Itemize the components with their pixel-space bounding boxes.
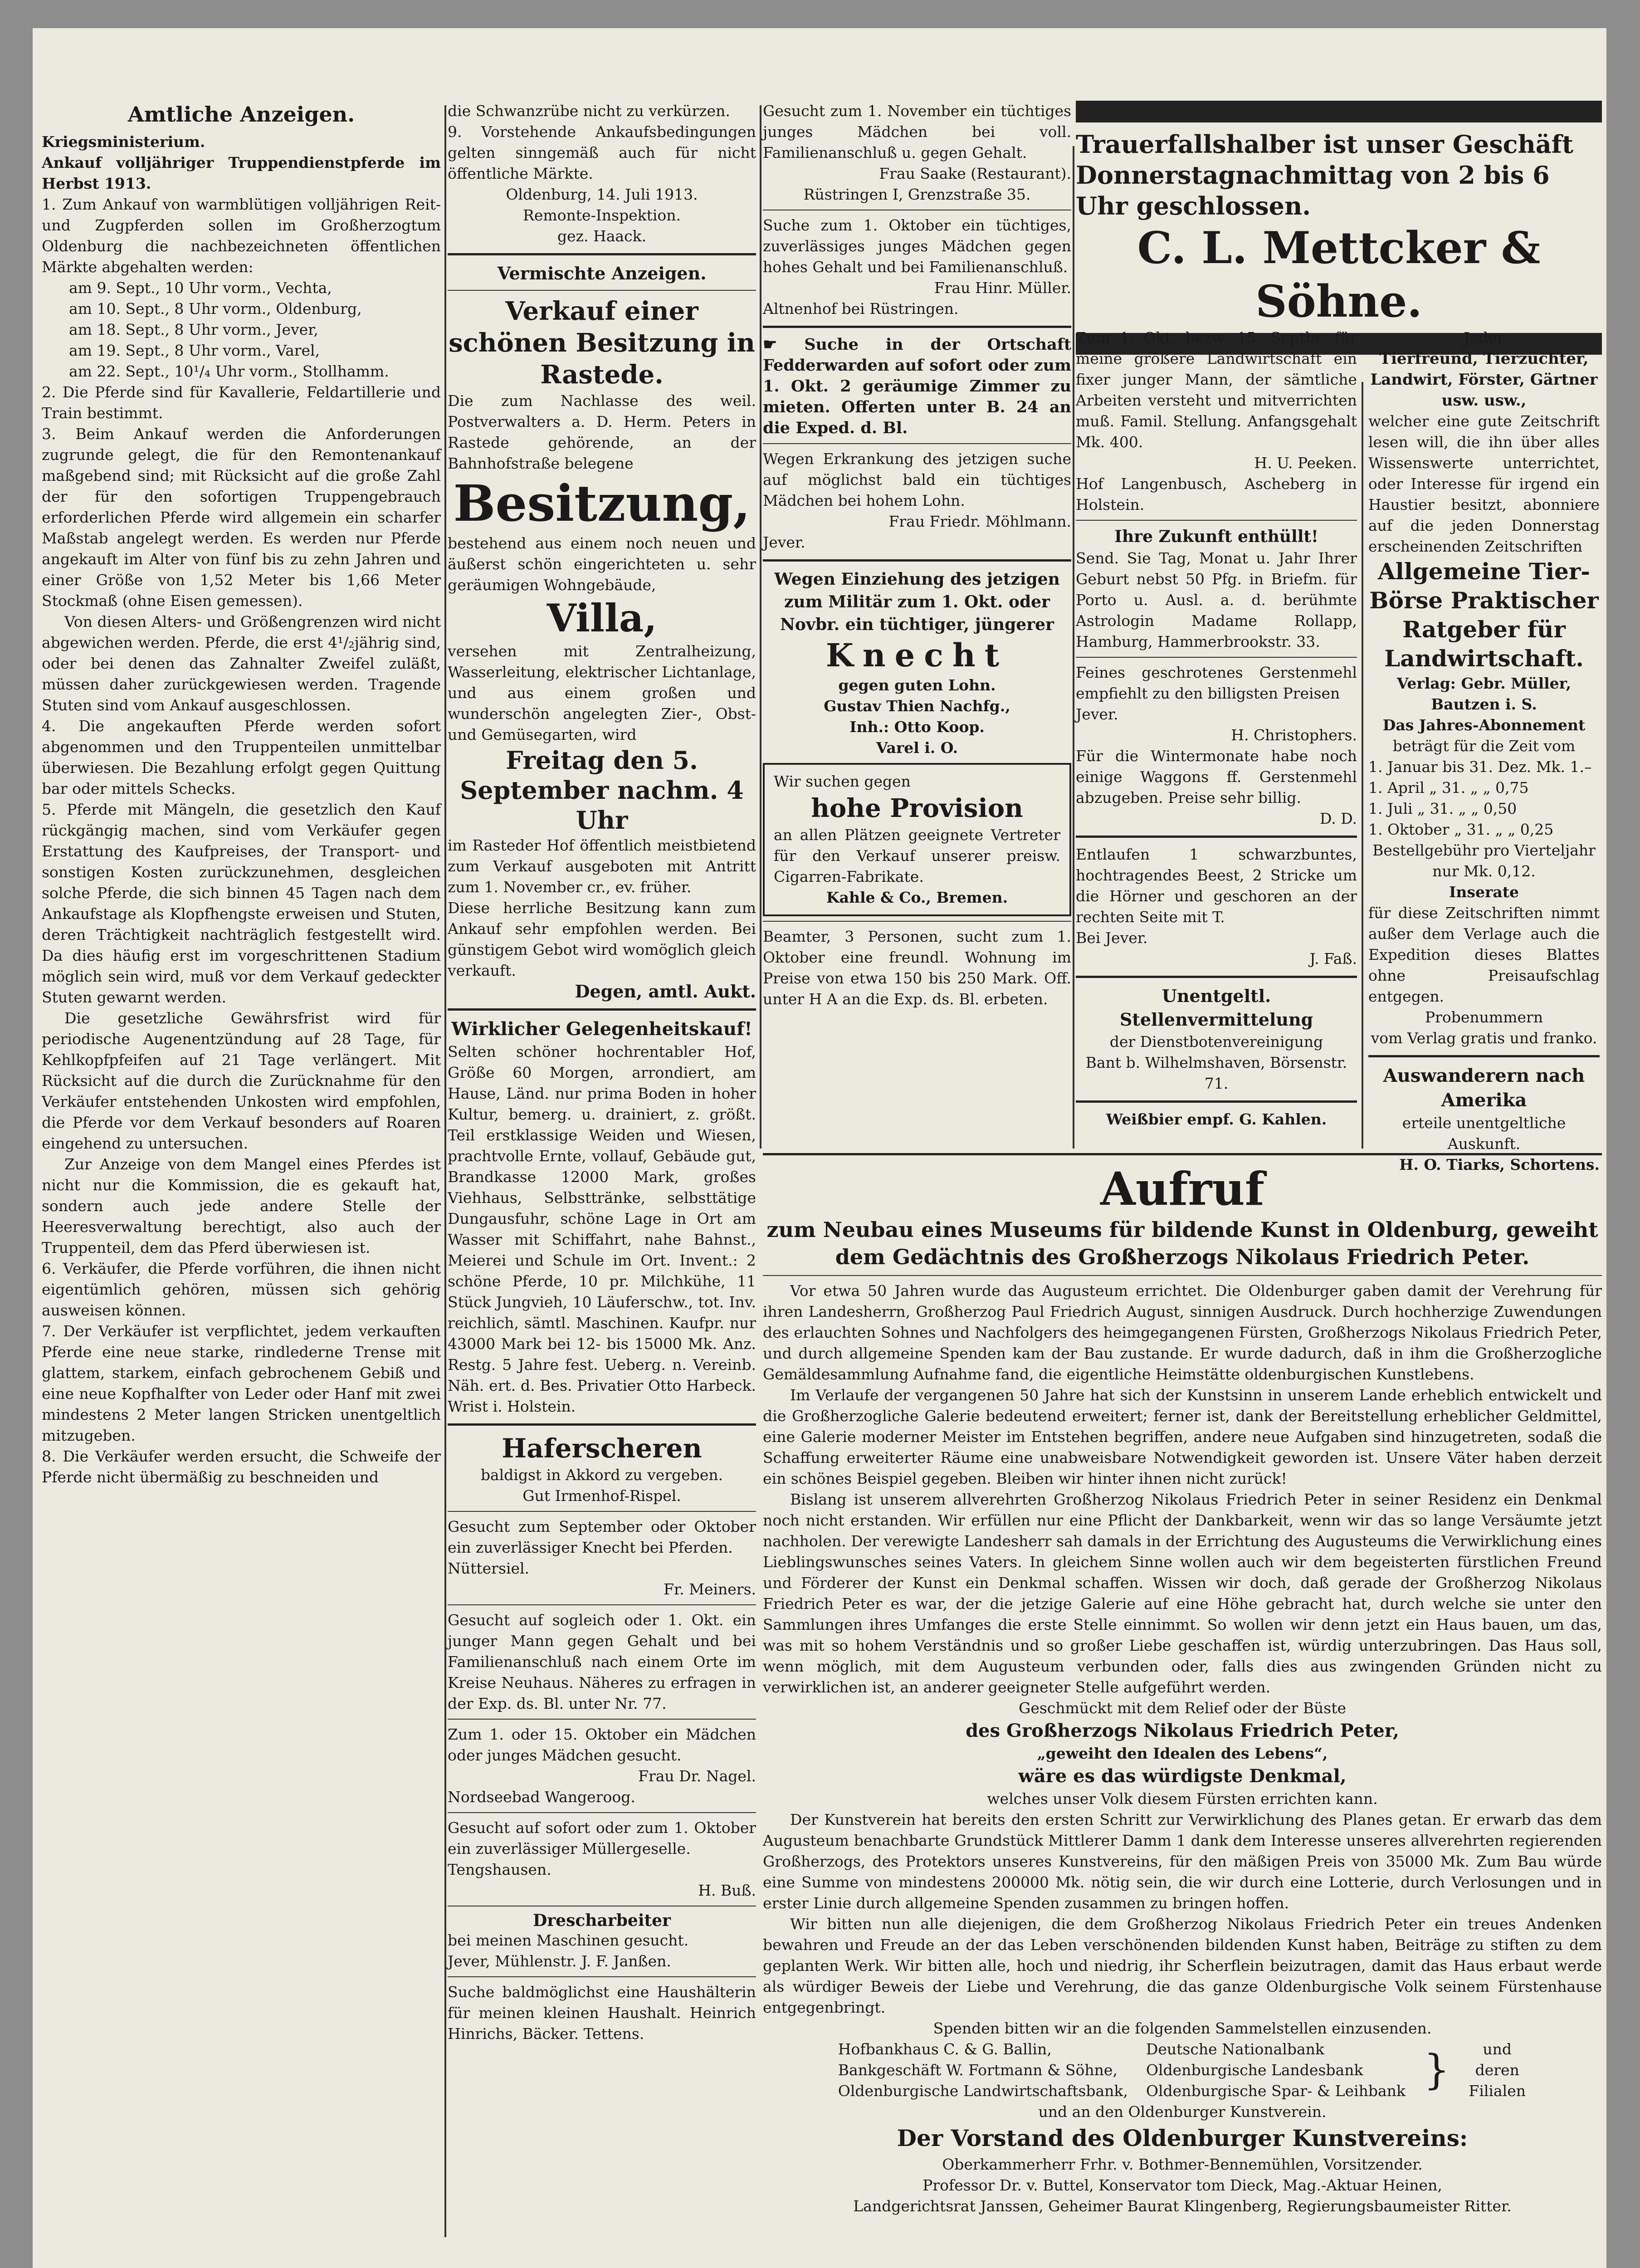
- ad-text: Suche baldmöglichst eine Haushälterin für meinen kleinen Haushalt. Heinrich Hinrichs, Bäcker. Tettens.: [448, 1983, 756, 2043]
- bank-name: Oldenburgische Spar- & Leihbank: [1146, 2082, 1406, 2100]
- divider: [763, 921, 1071, 922]
- section-heading: Amtliche Anzeigen.: [127, 102, 355, 127]
- ad-text: Gesucht zum September oder Oktober ein zuverlässiger Knecht bei Pferden.: [448, 1518, 756, 1556]
- bank-list-right: [1146, 2039, 1406, 2102]
- ad-text: Bestellgebühr pro Vierteljahr nur Mk. 0,12.: [1372, 841, 1596, 880]
- rate-row: 1. Juli „ 31. „ „ 0,50: [1368, 800, 1517, 817]
- bank-name: Deutsche Nationalbank: [1146, 2040, 1324, 2058]
- bank-name: Hofbankhaus C. & G. Ballin,: [838, 2040, 1052, 2058]
- divider: [448, 1976, 756, 1977]
- rate-row: 1. Oktober „ 31. „ „ 0,25: [1368, 821, 1554, 838]
- board-member: Professor Dr. v. Buttel, Konservator tom Dieck, Mag.-Aktuar Heinen,: [922, 2176, 1442, 2194]
- divider: [448, 1511, 756, 1512]
- divider: [1076, 976, 1357, 978]
- ad-text: der Dienstbotenvereinigung: [1109, 1033, 1323, 1051]
- ad-date: Freitag den 5. September nachm. 4 Uhr: [460, 746, 744, 835]
- ad-text: beträgt für die Zeit vom: [1392, 737, 1576, 755]
- ad-text: Wegen Einziehung des jetzigen zum Militär zum 1. Okt. oder Novbr. ein tüchtiger, jüngerer: [774, 570, 1060, 634]
- notice-item: 9. Vorstehende Ankaufsbedingungen gelten sinngemäß auch für nicht öffentliche Märkte.: [448, 123, 756, 182]
- ad-title: Verkauf einer schönen Besitzung in Rastede.: [449, 296, 755, 390]
- divider: [1076, 657, 1357, 658]
- ad-text: Feines geschrotenes Gerstenmehl empfiehlt zu den billigsten Preisen: [1076, 664, 1357, 702]
- ad-text: vom Verlag gratis und franko.: [1371, 1029, 1597, 1047]
- notice-item: Von diesen Alters- und Größengrenzen wird nicht abgewichen werden. Pferde, die erst 4¹/₂jährig sind, oder bei denen das Zahnalter Zweifel zuläßt, müssen daher zurückgewiesen werden. Tragende Stuten sind vom Ankauf ausgeschlossen.: [42, 613, 441, 714]
- ad-box: [763, 763, 1071, 916]
- column-rule: [1073, 146, 1074, 1149]
- ad-text: Inserate: [1449, 883, 1519, 901]
- ad-place: Hof Langenbusch, Ascheberg in Holstein.: [1076, 475, 1357, 513]
- divider: [448, 290, 756, 291]
- ad-big-word: hohe Provision: [811, 793, 1023, 823]
- market-dates: [42, 278, 441, 382]
- ad-place: Altnenhof bei Rüstringen.: [763, 300, 959, 318]
- divider: [763, 1153, 1602, 1155]
- notice-item: 3. Beim Ankauf werden die Anforderungen zugrunde gelegt, die für den Remontenankauf maßgebend sind; mit Rücksicht auf die große Zahl der für den sofortigen Truppengebrauch erforderlichen Pferde wird allgemein ein scharfer Maßstab angelegt werden. Es werden nur Pferde angekauft im Alter von fünf bis zu zehn Jahren und einer Größe von 1,52 Meter bis 1,66 Meter Stockmaß (ohne Eisen gemessen).: [42, 425, 441, 610]
- column-right: [1076, 101, 1602, 1173]
- bank-name: Oldenburgische Landesbank: [1146, 2061, 1363, 2079]
- divider: [1076, 520, 1357, 521]
- ad-text: Diese herrliche Besitzung kann zum Ankauf sehr empfohlen werden. Bei günstigem Gebot wird womöglich gleich verkauft.: [448, 899, 756, 979]
- mourning-bar: [1076, 101, 1602, 122]
- ad-text: Entlaufen 1 schwarzbuntes, hochtragendes Beest, 2 Stricke um die Hörner und geschoren an der rechten Seite mit T.: [1076, 846, 1357, 926]
- divider: [763, 1275, 1602, 1276]
- banner-notice: Trauerfallshalber ist unser Geschäft Donnerstagnachmittag von 2 bis 6 Uhr geschlossen.: [1076, 130, 1573, 220]
- ad-text: ☛ Suche in der Ortschaft Fedderwarden auf sofort oder zum 1. Okt. 2 geräumige Zimmer zu mieten. Offerten unter B. 24 an die Exped. d. Bl.: [763, 335, 1071, 437]
- column-rule: [760, 105, 761, 1149]
- ad-text: Suche zum 1. Oktober ein tüchtiges, zuverlässiges junges Mädchen gegen hohes Gehalt und bei Familienanschluß.: [763, 216, 1071, 276]
- divider: [448, 1423, 756, 1426]
- ad-text: Send. Sie Tag, Monat u. Jahr Ihrer Geburt nebst 50 Pfg. in Briefm. für Porto u. Ausl. a. d. berühmte Astrologin Madame Rollapp, Hamburg, Hammerbrookstr. 33.: [1076, 549, 1357, 650]
- ad-text: Für die Wintermonate habe noch einige Waggons ff. Gerstenmehl abzugeben. Preise sehr billig.: [1076, 747, 1357, 807]
- ad-text: Wegen Erkrankung des jetzigen suche auf möglichst bald ein tüchtiges Mädchen bei hohem Lohn.: [763, 450, 1071, 509]
- notice-item: 6. Verkäufer, die Pferde vorführen, die ihnen nicht eigentümlich gehören, müssen sich gehörig ausweisen können.: [42, 1260, 441, 1319]
- market-date: am 18. Sept., 8 Uhr vorm., Jever,: [69, 321, 318, 338]
- aufruf-dedication: „geweiht den Idealen des Lebens“,: [1037, 1745, 1328, 1762]
- bank-note: und deren Filialen: [1469, 2040, 1526, 2100]
- subcolumn-ads: [1076, 327, 1357, 1130]
- ad-text: Beamter, 3 Personen, sucht zum 1. Oktober eine freundl. Wohnung im Preise von etwa 150 bis 250 Mark. Off. unter H A an die Exp. ds. Bl. erbeten.: [763, 928, 1071, 1008]
- ad-signature: Degen, amtl. Aukt.: [575, 981, 756, 1002]
- bank-list-left: [838, 2039, 1128, 2102]
- aufruf-block: [763, 1153, 1602, 2268]
- board-member: Landgerichtsrat Janssen, Geheimer Baurat Klingenberg, Regierungsbaumeister Ritter.: [853, 2197, 1512, 2215]
- ad-text: gegen guten Lohn.: [838, 676, 996, 694]
- ad-text: welcher eine gute Zeitschrift lesen will, die ihn über alles Wissenswerte unterrichtet, oder Interesse für irgend ein Haustier besitzt, abonniere auf die jeden Donnerstag erscheinenden Zeitschriften: [1368, 412, 1600, 555]
- aufruf-paragraph: Wir bitten nun alle diejenigen, die dem Großherzog Nikolaus Friedrich Peter ein treues Andenken bewahren und Freude an der das Leben verschönenden bildenden Kunst haben, Beiträge zu stiften zu dem geplanten Werk. Wir bitten alle, hoch und niedrig, ihr Scherflein beizutragen, damit das Haus erbaut werde als würdiger Beweis der Liebe und Verehrung, die das ganze Oldenburgische Volk seinem Fürstenhause entgegenbringt.: [763, 1915, 1602, 2016]
- market-date: am 22. Sept., 10¹/₄ Uhr vorm., Stollhamm.: [69, 362, 389, 380]
- ad-place: Varel i. O.: [876, 739, 958, 757]
- ad-big-word: Knecht: [825, 636, 1009, 674]
- ad-text: bei meinen Maschinen gesucht.: [448, 1931, 689, 1949]
- ad-signature: D. D.: [1319, 810, 1357, 827]
- ad-text: Selten schöner hochrentabler Hof, Größe 60 Morgen, arrondiert, am Hause, Länd. nur prima Boden in hoher Kultur, bemerg. u. drainiert, z. größt. Teil erstklassige Weiden und Wiesen, prachtvolle Ernte, vollauf, Gebäude gut, Brandkasse 12000 Mark, großes Viehhaus, Selbsttränke, selbsttätige Dungausfuhr, schöne Lage in Ort am Wasser mit Schiffahrt, nahe Bahnst., Meierei und Schule im Ort. Invent.: 2 schöne Pferde, 10 pr. Milchkühe, 11 Stück Jungvieh, 10 Läuferschw., tot. Inv. reichlich, sämtl. Maschinen. Kaufpr. nur 43000 Mark bei 12- bis 15000 Mk. Anz. Restg. 5 Jahre fest. Ueberg. n. Vereinb. Näh. ert. d. Bes. Privatier Otto Harbeck. Wrist i. Holstein.: [448, 1043, 756, 1415]
- divider: [763, 559, 1071, 562]
- aufruf-board: Der Vorstand des Oldenburger Kunstvereins:: [897, 2125, 1468, 2151]
- ad-signature: H. U. Peeken.: [1254, 454, 1357, 472]
- ad-big-word: Villa,: [547, 596, 657, 640]
- ad-signature: Fr. Meiners.: [664, 1580, 756, 1598]
- ad-text: versehen mit Zentralheizung, Wasserleitung, elektrischer Lichtanlage, und aus einem großen und wunderschön angelegten Zier-, Obst- und Gemüsegarten, wird: [448, 642, 756, 743]
- rate-row: 1. April „ 31. „ „ 0,75: [1368, 779, 1529, 797]
- ad-title: Auswanderern nach Amerika: [1383, 1065, 1585, 1111]
- ministry: Kriegsministerium.: [42, 133, 205, 151]
- divider: [763, 326, 1071, 328]
- ad-place: Bant b. Wilhelmshaven, Börsenstr. 71.: [1085, 1054, 1347, 1092]
- ad-text: Tierfreund, Tierzüchter, Landwirt, Förster, Gärtner usw. usw.,: [1370, 350, 1598, 410]
- ad-text: Wir suchen gegen: [774, 772, 911, 790]
- ad-big-word: Besitzung,: [453, 474, 751, 533]
- subcolumn-tierboerse: [1368, 327, 1600, 1175]
- ad-place: Gut Irmenhof-Rispel.: [522, 1487, 681, 1505]
- notice-item: Die gesetzliche Gewährsfrist wird für periodische Augenentzündung auf 28 Tage, für Kehlkopfpfeifen auf 21 Tage verlängert. Mit Rücksicht auf die durch die Zurücknahme für den Verkäufer entstehenden Unkosten wird empfohlen, die Pferde vor dem Verkauf besonders auf Roaren eingehend zu untersuchen.: [42, 1009, 441, 1152]
- ad-signature: Frau Dr. Nagel.: [638, 1767, 756, 1785]
- ad-text: Zum 1. oder 15. Oktober ein Mädchen oder junges Mädchen gesucht.: [448, 1725, 756, 1764]
- divider: [448, 1008, 756, 1011]
- ad-title: Unentgeltl. Stellenvermittelung: [1119, 986, 1313, 1030]
- notice-item: 1. Zum Ankauf von warmblütigen volljährigen Reit- und Zugpferden sollen im Großherzogtum Oldenburg die nachbezeichneten öffentlichen Märkte abgehalten werden:: [42, 196, 441, 276]
- ad-text: Zum 1. Okt. bezw. 15. Septbr. für meine größere Landwirtschaft ein fixer junger Mann, der sämtliche Arbeiten versteht und mitverrichten muß. Famil. Stellung. Anfangsgehalt Mk. 400.: [1076, 329, 1357, 451]
- ad-signature: Inh.: Otto Koop.: [849, 718, 985, 736]
- aufruf-paragraph: Der Kunstverein hat bereits den ersten Schritt zur Verwirklichung des Planes getan. Er erwarb das dem Augusteum benachbarte Grundstück Mittlerer Damm 1 dank dem Interesse unseres allverehrten regierenden Großherzogs, des Protektors unseres Kunstvereins, für den mäßigen Preis von 35000 Mk. Zum Bau würde eine Summe von mindestens 200000 Mk. nötig sein, die wir durch eine Lotterie, durch Verlosungen und in erster Linie durch allgemeine Spenden zusammen zu bringen hoffen.: [763, 1811, 1602, 1912]
- divider: [448, 1604, 756, 1605]
- aufruf-paragraph: Bislang ist unserem allverehrten Großherzog Nikolaus Friedrich Peter in seiner Residenz ein Denkmal noch nicht erstanden. Wir erfüllen nur eine Pflicht der Dankbarkeit, wenn wir das so lange Versäumte jetzt nachholen. Der verewigte Landesherr sah damals in der Errichtung des Augusteums die Verwirklichung eines Lieblingswunsches seines Vaters. In gleichem Sinne wollen auch wir dem begeisterten fürstlichen Freund und Förderer der Kunst ein Denkmal schaffen. Wissen wir doch, daß gerade der Großherzog Nikolaus Friedrich Peter es war, der die jetzige Galerie auf eine Höhe gebracht hat, durch welche sie unter den Sammlungen ihres Umfanges die erste Stelle einnimmt. So wollen wir denn jetzt ein Haus bauen, um das, was mit so hohem Verständnis und so großer Liebe geschaffen ist, würdig unterzubringen. Das Haus soll, wenn möglich, mit dem Augusteum verbunden oder, falls dies aus zwingenden Gründen nicht zu verwirklichen ist, an anderer geeigneter Stelle aufgeführt werden.: [763, 1491, 1602, 1696]
- ad-text: erteile unentgeltliche Auskunft.: [1402, 1114, 1566, 1153]
- ad-place: Jever.: [763, 533, 805, 551]
- ad-signature: H. Christophers.: [1231, 726, 1357, 744]
- notice-item: Zur Anzeige von dem Mangel eines Pferdes ist nicht nur die Kommission, die es gekauft hat, sondern auch jede andere Stelle der Heeresverwaltung berechtigt, also auch der Truppenteil, dem das Pferd überwiesen ist.: [42, 1155, 441, 1256]
- ad-signature: Jever, Mühlenstr. J. F. Janßen.: [448, 1952, 671, 1970]
- divider: [448, 1812, 756, 1813]
- ad-text: Gesucht auf sogleich oder 1. Okt. ein junger Mann gegen Gehalt und bei Familienanschluß nach einem Orte im Kreise Neuhaus. Näheres zu erfragen in der Exp. ds. Bl. unter Nr. 77.: [448, 1611, 756, 1712]
- aufruf-dedication: des Großherzogs Nikolaus Friedrich Peter,: [966, 1720, 1399, 1741]
- aufruf-paragraph: Spenden bitten wir an die folgenden Sammelstellen einzusenden.: [933, 2019, 1432, 2037]
- aufruf-title: Aufruf: [1100, 1162, 1264, 1216]
- ad-text: bestehend aus einem noch neuen und äußerst schön eingerichteten u. sehr geräumigen Wohngebäude,: [448, 534, 756, 594]
- rate-row: 1. Januar bis 31. Dez. Mk. 1.–: [1368, 758, 1592, 776]
- aufruf-dedication: Geschmückt mit dem Relief oder der Büste: [1018, 1699, 1347, 1717]
- ad-signature: Gustav Thien Nachfg.,: [824, 697, 1010, 715]
- divider: [1368, 1055, 1600, 1057]
- ad-publisher: Verlag: Gebr. Müller, Bautzen i. S.: [1396, 675, 1572, 713]
- ad-place: Nordseebad Wangeroog.: [448, 1788, 635, 1806]
- bank-list: [763, 2039, 1602, 2102]
- aufruf-paragraph: Vor etwa 50 Jahren wurde das Augusteum errichtet. Die Oldenburger gaben damit der Verehrung für ihren Landesherrn, Großherzog Paul Friedrich August, sinnigen Ausdruck. Durch hochherzige Zuwendungen des erlauchten Sohnes und Nachfolgers des heimgegangenen Fürsten, Großherzogs Nikolaus Friedrich Peter, und durch allgemeine Spenden kam der Bau zustande. Er wurde dadurch, daß in ihm die Großherzogliche Gemäldesammlung Aufnahme fand, die eigentliche Heimstätte oldenburgischen Kunstlebens.: [763, 1282, 1602, 1383]
- ad-text: Das Jahres-Abonnement: [1382, 716, 1586, 734]
- notice-continuation: die Schwanzrübe nicht zu verkürzen.: [448, 102, 730, 120]
- ad-signature: Frau Hinr. Müller.: [934, 279, 1071, 297]
- notice-place: Oldenburg, 14. Juli 1913.: [506, 186, 698, 203]
- ad-text: Die zum Nachlasse des weil. Postverwalters a. D. Herm. Peters in Rastede gehörende, an der Bahnhofstraße belegene: [448, 392, 756, 472]
- ad-title: Drescharbeiter: [533, 1911, 671, 1930]
- ad-text: Gesucht auf sofort oder zum 1. Oktober ein zuverlässiger Müllergeselle.: [448, 1819, 756, 1857]
- divider: [1076, 836, 1357, 838]
- ad-text: Probenummern: [1425, 1008, 1543, 1026]
- ad-signature: J. Faß.: [1309, 950, 1357, 968]
- market-date: am 19. Sept., 8 Uhr vorm., Varel,: [69, 342, 320, 359]
- ad-text: Jeder: [1464, 329, 1504, 347]
- ad-text: Gesucht zum 1. November ein tüchtiges junges Mädchen bei voll. Familienanschluß u. gegen Gehalt.: [763, 102, 1071, 161]
- column-job-ads: [763, 101, 1071, 1010]
- ad-title: Allgemeine Tier-Börse Praktischer Ratgeber für Landwirtschaft.: [1369, 558, 1599, 672]
- ad-signature: H. Buß.: [698, 1882, 756, 1899]
- ad-title: Wirklicher Gelegenheitskauf!: [451, 1018, 752, 1040]
- section-heading: Vermischte Anzeigen.: [497, 263, 707, 284]
- ad-text: Weißbier empf. G. Kahlen.: [1106, 1110, 1327, 1128]
- ad-text: baldigst in Akkord zu vergeben.: [480, 1466, 723, 1484]
- newspaper-page: [33, 28, 1606, 2268]
- ad-title: Ihre Zukunft enthüllt!: [1114, 527, 1318, 546]
- market-date: am 9. Sept., 10 Uhr vorm., Vechta,: [69, 279, 332, 297]
- banner-company: C. L. Mettcker & Söhne.: [1137, 222, 1541, 327]
- column-rule: [444, 105, 446, 2237]
- divider: [448, 253, 756, 255]
- column-rule: [1362, 382, 1363, 1149]
- divider: [448, 1719, 756, 1720]
- ad-text: im Rasteder Hof öffentlich meistbietend zum Verkauf ausgeboten mit Antritt zum 1. November cr., ev. früher.: [448, 836, 756, 896]
- ad-place: Rüstringen I, Grenzstraße 35.: [803, 186, 1031, 203]
- brace: }: [1423, 2046, 1450, 2094]
- ad-place: Tengshausen.: [448, 1861, 552, 1878]
- aufruf-subtitle: zum Neubau eines Museums für bildende Kunst in Oldenburg, geweiht dem Gedächtnis des Großherzogs Nikolaus Friedrich Peter.: [766, 1217, 1598, 1269]
- notice-item: 2. Die Pferde sind für Kavallerie, Feldartillerie und Train bestimmt.: [42, 383, 441, 422]
- bank-name: Bankgeschäft W. Fortmann & Söhne,: [838, 2061, 1118, 2079]
- ad-title: Haferscheren: [502, 1433, 702, 1464]
- market-date: am 10. Sept., 8 Uhr vorm., Oldenburg,: [69, 300, 362, 318]
- ad-signature: Kahle & Co., Bremen.: [826, 889, 1008, 906]
- divider: [763, 443, 1071, 444]
- ad-signature: H. O. Tiarks, Schortens.: [1399, 1156, 1600, 1173]
- ad-text: für diese Zeitschriften nimmt außer dem Verlage auch die Expedition dieses Blattes ohne Preisaufschlag entgegen.: [1368, 904, 1600, 1005]
- notice-item: 4. Die angekauften Pferde werden sofort abgenommen und den Truppenteilen unmittelbar überwiesen. Die Bezahlung erfolgt gegen Quittung bar oder mittels Schecks.: [42, 717, 441, 797]
- aufruf-dedication: welches unser Volk diesem Fürsten errichten kann.: [987, 1790, 1378, 1808]
- ad-signature: Frau Friedr. Möhlmann.: [888, 513, 1071, 530]
- divider: [1076, 1100, 1357, 1103]
- notice-office: Remonte-Inspektion.: [522, 206, 681, 224]
- notice-item: 8. Die Verkäufer werden ersucht, die Schweife der Pferde nicht übermäßig zu beschneiden und: [42, 1447, 441, 1486]
- ad-place: Nüttersiel.: [448, 1559, 530, 1577]
- column-official-notices: [42, 101, 441, 1488]
- column-mixed-ads: [448, 101, 756, 2044]
- aufruf-dedication: wäre es das würdigste Denkmal,: [1018, 1765, 1347, 1787]
- bank-end: und an den Oldenburger Kunstverein.: [1038, 2103, 1327, 2121]
- aufruf-paragraph: Im Verlaufe der vergangenen 50 Jahre hat sich der Kunstsinn in unserem Lande erheblich entwickelt und die Großherzogliche Galerie bedeutend erweitert; ferner ist, dank der Bereitstellung erheblicher Geldmittel, eine Galerie moderner Meister im Entstehen begriffen, andere neue Aufgaben sind hinzugetreten, sodaß die Schaffung erweiterter Räume eine unabweisbare Notwendigkeit geworden ist. Unsere Väter haben derzeit ein schönes Beispiel gegeben. Bleiben wir hinter ihnen nicht zurück!: [763, 1386, 1602, 1487]
- bank-name: Oldenburgische Landwirtschaftsbank,: [838, 2082, 1128, 2100]
- ad-signature: Frau Saake (Restaurant).: [879, 165, 1071, 182]
- notice-item: 5. Pferde mit Mängeln, die gesetzlich den Kauf rückgängig machen, sind vom Verkäufer gegen Erstattung des Kaufpreises, der Transport- und sonstigen Kosten zurückzunehmen, desgleichen solche Pferde, die sich binnen 45 Tagen nach dem Ankaufstage als Klopfhengste erweisen und Stuten, deren Trächtigkeit nachträglich festgestellt wird. Da dies häufig erst im vorgeschrittenen Stadium möglich sein wird, muß vor dem Verkauf gedeckter Stuten gewarnt werden.: [42, 801, 441, 1006]
- ad-text: an allen Plätzen geeignete Vertreter für den Verkauf unserer preisw. Cigarren-Fabrikate.: [774, 826, 1060, 885]
- ad-place: Jever.: [1076, 705, 1118, 723]
- notice-signature: gez. Haack.: [557, 227, 647, 245]
- notice-title: Ankauf volljähriger Truppendienstpferde im Herbst 1913.: [42, 154, 441, 192]
- ad-place: Bei Jever.: [1076, 929, 1148, 947]
- notice-item: 7. Der Verkäufer ist verpflichtet, jedem verkauften Pferde eine neue starke, rindlederne Trense mit glattem, starkem, einfach gebrochenem Gebiß und eine neue Kopfhalfter von Leder oder Hanf mit zwei mindestens 2 Meter langen Stricken unentgeltlich mitzugeben.: [42, 1322, 441, 1444]
- board-member: Oberkammerherr Frhr. v. Bothmer-Bennemühlen, Vorsitzender.: [942, 2156, 1423, 2173]
